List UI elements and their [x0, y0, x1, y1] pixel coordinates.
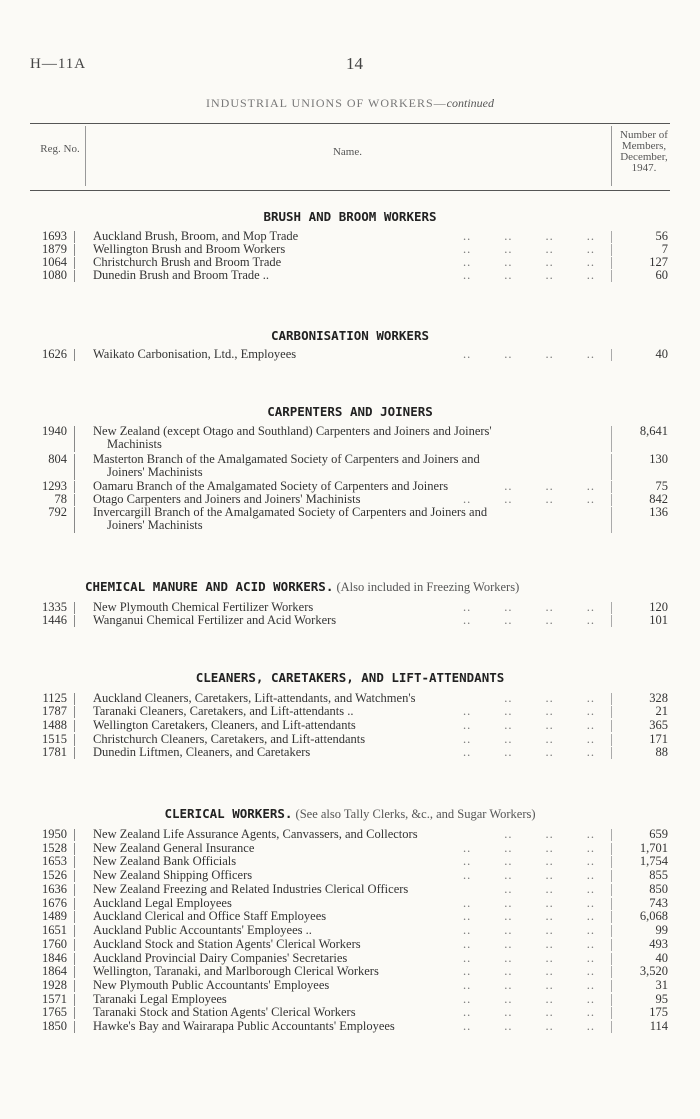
leader-dots: .. .. .. ..	[463, 841, 595, 855]
reg-number: 1446	[42, 613, 67, 627]
row-right-rule	[611, 706, 612, 718]
member-count: 7	[661, 242, 668, 256]
running-title-suffix: continued	[446, 96, 494, 110]
row-right-rule	[611, 870, 612, 882]
row-right-rule	[611, 231, 612, 243]
reg-number: 1846	[42, 951, 67, 965]
reg-number: 1571	[42, 992, 67, 1006]
row-left-rule	[74, 615, 75, 627]
row-left-rule	[74, 898, 75, 910]
row-right-rule	[611, 884, 612, 896]
leader-dots: .. .. .. ..	[463, 868, 595, 882]
section-title-text: CARBONISATION WORKERS	[270, 328, 430, 343]
leader-dots: .. .. .. ..	[463, 951, 595, 965]
running-title	[0, 96, 700, 111]
row-left-rule	[74, 481, 75, 493]
section-title	[0, 670, 700, 685]
section-title	[0, 209, 700, 224]
union-name-text: New Plymouth Chemical Fertilizer Workers	[93, 600, 314, 614]
union-name-text: Christchurch Cleaners, Caretakers, and Lift-attendants	[93, 732, 366, 746]
row-left-rule	[74, 911, 75, 923]
member-count: 8,641	[639, 424, 668, 438]
reg-number: 1653	[42, 854, 67, 868]
row-right-rule	[611, 734, 612, 746]
union-name-text: Wellington Brush and Broom Workers	[93, 242, 286, 256]
section-title-text: CHEMICAL MANURE AND ACID WORKERS.	[85, 579, 334, 594]
section-title	[0, 404, 700, 419]
reg-number: 1850	[42, 1019, 67, 1033]
union-name	[93, 425, 608, 451]
row-left-rule	[74, 1021, 75, 1033]
union-name-text: Auckland Legal Employees	[93, 896, 232, 910]
reg-number: 1765	[42, 1005, 67, 1019]
leader-dots: .. .. ..	[504, 882, 595, 896]
member-count: 60	[655, 268, 668, 282]
union-name-text: Auckland Provincial Dairy Companies' Secretaries	[93, 951, 348, 965]
table-header-top-rule	[30, 123, 670, 124]
reg-number: 804	[48, 452, 67, 466]
member-count: 6,068	[639, 909, 668, 923]
member-count: 95	[655, 992, 668, 1006]
row-left-rule	[74, 270, 75, 282]
row-right-rule	[611, 911, 612, 923]
union-name-text: Dunedin Brush and Broom Trade ..	[93, 268, 270, 282]
member-count: 130	[649, 452, 668, 466]
row-right-rule	[611, 426, 612, 452]
leader-dots: .. .. ..	[504, 479, 595, 493]
union-name-text: New Zealand Life Assurance Agents, Canvassers, and Collectors	[93, 827, 418, 841]
table-header-bottom-rule	[30, 190, 670, 191]
union-name-text: New Zealand (except Otago and Southland) Carpenters and Joiners and Joiners'	[93, 424, 492, 438]
leader-dots: .. .. .. ..	[463, 896, 595, 910]
row-right-rule	[611, 980, 612, 992]
reg-number: 1864	[42, 964, 67, 978]
row-left-rule	[74, 602, 75, 614]
reg-number: 1293	[42, 479, 67, 493]
union-name	[93, 506, 608, 532]
row-left-rule	[74, 829, 75, 841]
row-right-rule	[611, 939, 612, 951]
column-header-members: Number of Members, December, 1947.	[620, 129, 668, 174]
row-right-rule	[611, 966, 612, 978]
leader-dots: .. .. .. ..	[463, 347, 595, 361]
union-name-continuation: Machinists	[107, 437, 162, 451]
row-right-rule	[611, 994, 612, 1006]
row-left-rule	[74, 925, 75, 937]
row-right-rule	[611, 898, 612, 910]
row-left-rule	[74, 426, 75, 452]
row-right-rule	[611, 829, 612, 841]
row-right-rule	[611, 481, 612, 493]
row-right-rule	[611, 270, 612, 282]
member-count: 365	[649, 718, 668, 732]
section-title-text: CLERICAL WORKERS.	[164, 806, 293, 821]
member-count: 136	[649, 505, 668, 519]
row-left-rule	[74, 257, 75, 269]
leader-dots: .. .. .. ..	[463, 268, 595, 282]
row-right-rule	[611, 925, 612, 937]
reg-number: 1626	[42, 347, 67, 361]
union-name-continuation: Joiners' Machinists	[107, 465, 203, 479]
reg-number: 1651	[42, 923, 67, 937]
member-count: 659	[649, 827, 668, 841]
reg-number: 1526	[42, 868, 67, 882]
union-name-text: Hawke's Bay and Wairarapa Public Accountants' Employees	[93, 1019, 395, 1033]
leader-dots: .. .. .. ..	[463, 923, 595, 937]
reg-number: 1335	[42, 600, 67, 614]
leader-dots: .. .. .. ..	[463, 1005, 595, 1019]
union-name-text: New Zealand Freezing and Related Industries Clerical Officers	[93, 882, 409, 896]
member-count: 493	[649, 937, 668, 951]
running-title-main: INDUSTRIAL UNIONS OF WORKERS—	[205, 96, 447, 110]
union-name-text: New Plymouth Public Accountants' Employees	[93, 978, 330, 992]
row-right-rule	[611, 454, 612, 480]
union-name-text: New Zealand Shipping Officers	[93, 868, 253, 882]
union-name-text: New Zealand General Insurance	[93, 841, 255, 855]
leader-dots: .. .. .. ..	[463, 492, 595, 506]
row-left-rule	[74, 507, 75, 533]
member-count: 99	[655, 923, 668, 937]
union-name-text: Dunedin Liftmen, Cleaners, and Caretakers	[93, 745, 311, 759]
reg-number: 1636	[42, 882, 67, 896]
leader-dots: .. .. .. ..	[463, 255, 595, 269]
member-count: 21	[655, 704, 668, 718]
reg-number: 1928	[42, 978, 67, 992]
union-name	[93, 453, 608, 479]
row-left-rule	[74, 734, 75, 746]
row-left-rule	[74, 706, 75, 718]
row-right-rule	[611, 507, 612, 533]
leader-dots: .. .. ..	[504, 691, 595, 705]
union-name-text: Auckland Stock and Station Agents' Clerical Workers	[93, 937, 361, 951]
member-count: 3,520	[639, 964, 668, 978]
union-name-text: Auckland Clerical and Office Staff Employees	[93, 909, 327, 923]
member-count: 75	[655, 479, 668, 493]
row-right-rule	[611, 1021, 612, 1033]
union-name-text: Taranaki Cleaners, Caretakers, and Lift-attendants ..	[93, 704, 354, 718]
leader-dots: .. .. .. ..	[463, 964, 595, 978]
row-left-rule	[74, 693, 75, 705]
union-name-text: Wellington Caretakers, Cleaners, and Lift-attendants	[93, 718, 356, 732]
reg-number: 1515	[42, 732, 67, 746]
union-name-text: Taranaki Stock and Station Agents' Clerical Workers	[93, 1005, 356, 1019]
union-name-text: Oamaru Branch of the Amalgamated Society of Carpenters and Joiners	[93, 479, 449, 493]
reg-number: 1950	[42, 827, 67, 841]
union-name-text: Invercargill Branch of the Amalgamated Society of Carpenters and Joiners and	[93, 505, 488, 519]
member-count: 127	[649, 255, 668, 269]
row-left-rule	[74, 843, 75, 855]
union-name-text: Taranaki Legal Employees	[93, 992, 227, 1006]
table-header-divider	[611, 126, 612, 186]
row-left-rule	[74, 856, 75, 868]
row-left-rule	[74, 231, 75, 243]
row-left-rule	[74, 349, 75, 361]
reg-number: 1080	[42, 268, 67, 282]
member-count: 56	[655, 229, 668, 243]
row-right-rule	[611, 747, 612, 759]
member-count: 40	[655, 951, 668, 965]
reg-number: 1125	[42, 691, 67, 705]
leader-dots: .. .. .. ..	[463, 1019, 595, 1033]
row-right-rule	[611, 257, 612, 269]
reg-number: 1488	[42, 718, 67, 732]
section-title	[0, 806, 700, 822]
leader-dots: .. .. .. ..	[463, 992, 595, 1006]
leader-dots: .. .. .. ..	[463, 242, 595, 256]
leader-dots: .. .. .. ..	[463, 745, 595, 759]
section-title	[85, 579, 700, 595]
union-name-text: New Zealand Bank Officials	[93, 854, 237, 868]
section-title-text: BRUSH AND BROOM WORKERS	[263, 209, 437, 224]
union-name-text: Waikato Carbonisation, Ltd., Employees	[93, 347, 297, 361]
reg-number: 1940	[42, 424, 67, 438]
leader-dots: .. .. .. ..	[463, 718, 595, 732]
reg-number: 1781	[42, 745, 67, 759]
member-count: 855	[649, 868, 668, 882]
reg-number: 1528	[42, 841, 67, 855]
member-count: 743	[649, 896, 668, 910]
union-name-text: Masterton Branch of the Amalgamated Society of Carpenters and Joiners and	[93, 452, 480, 466]
leader-dots: .. .. .. ..	[463, 909, 595, 923]
row-left-rule	[74, 966, 75, 978]
row-right-rule	[611, 720, 612, 732]
union-name-continuation: Joiners' Machinists	[107, 518, 203, 532]
page-number: 14	[346, 54, 363, 73]
reg-number: 1693	[42, 229, 67, 243]
column-header-reg-no: Reg. No.	[40, 143, 80, 155]
leader-dots: .. .. .. ..	[463, 854, 595, 868]
member-count: 850	[649, 882, 668, 896]
reg-number: 78	[54, 492, 67, 506]
member-count: 1,701	[639, 841, 668, 855]
row-right-rule	[611, 953, 612, 965]
row-right-rule	[611, 244, 612, 256]
row-right-rule	[611, 856, 612, 868]
member-count: 328	[649, 691, 668, 705]
section-note: (See also Tally Clerks, &c., and Sugar Workers)	[292, 807, 536, 821]
row-left-rule	[74, 720, 75, 732]
row-right-rule	[611, 349, 612, 361]
section-title-text: CLEANERS, CARETAKERS, AND LIFT-ATTENDANTS	[195, 670, 505, 685]
row-left-rule	[74, 939, 75, 951]
union-name-text: Wellington, Taranaki, and Marlborough Clerical Workers	[93, 964, 379, 978]
union-name-text: Auckland Cleaners, Caretakers, Lift-attendants, and Watchmen's	[93, 691, 416, 705]
column-header-name: Name.	[332, 146, 362, 158]
member-count: 40	[655, 347, 668, 361]
union-name-text: Christchurch Brush and Broom Trade	[93, 255, 282, 269]
reg-number: 1879	[42, 242, 67, 256]
row-left-rule	[74, 747, 75, 759]
leader-dots: .. .. .. ..	[463, 600, 595, 614]
member-count: 120	[649, 600, 668, 614]
leader-dots: .. .. ..	[504, 827, 595, 841]
member-count: 175	[649, 1005, 668, 1019]
leader-dots: .. .. .. ..	[463, 937, 595, 951]
member-count: 171	[649, 732, 668, 746]
member-count: 88	[655, 745, 668, 759]
member-count: 842	[649, 492, 668, 506]
member-count: 31	[655, 978, 668, 992]
row-left-rule	[74, 884, 75, 896]
row-right-rule	[611, 615, 612, 627]
row-left-rule	[74, 494, 75, 506]
member-count: 101	[649, 613, 668, 627]
reg-number: 1676	[42, 896, 67, 910]
document-reference: H—11A	[30, 56, 87, 72]
row-right-rule	[611, 1007, 612, 1019]
row-left-rule	[74, 454, 75, 480]
leader-dots: .. .. .. ..	[463, 978, 595, 992]
row-left-rule	[74, 953, 75, 965]
row-left-rule	[74, 870, 75, 882]
section-title-text: CARPENTERS AND JOINERS	[267, 404, 433, 419]
row-left-rule	[74, 980, 75, 992]
row-left-rule	[74, 994, 75, 1006]
union-name-text: Otago Carpenters and Joiners and Joiners' Machinists	[93, 492, 361, 506]
union-name-text: Wanganui Chemical Fertilizer and Acid Workers	[93, 613, 337, 627]
member-count: 1,754	[639, 854, 668, 868]
row-left-rule	[74, 1007, 75, 1019]
member-count: 114	[649, 1019, 668, 1033]
leader-dots: .. .. .. ..	[463, 704, 595, 718]
leader-dots: .. .. .. ..	[463, 732, 595, 746]
row-right-rule	[611, 693, 612, 705]
leader-dots: .. .. .. ..	[463, 613, 595, 627]
reg-number: 1760	[42, 937, 67, 951]
row-right-rule	[611, 843, 612, 855]
reg-number: 1064	[42, 255, 67, 269]
section-title	[0, 328, 700, 343]
row-left-rule	[74, 244, 75, 256]
reg-number: 1787	[42, 704, 67, 718]
union-name-text: Auckland Public Accountants' Employees ..	[93, 923, 312, 937]
reg-number: 1489	[42, 909, 67, 923]
row-right-rule	[611, 602, 612, 614]
reg-number: 792	[48, 505, 67, 519]
section-note: (Also included in Freezing Workers)	[333, 580, 520, 594]
leader-dots: .. .. .. ..	[463, 229, 595, 243]
row-right-rule	[611, 494, 612, 506]
union-name-text: Auckland Brush, Broom, and Mop Trade	[93, 229, 299, 243]
